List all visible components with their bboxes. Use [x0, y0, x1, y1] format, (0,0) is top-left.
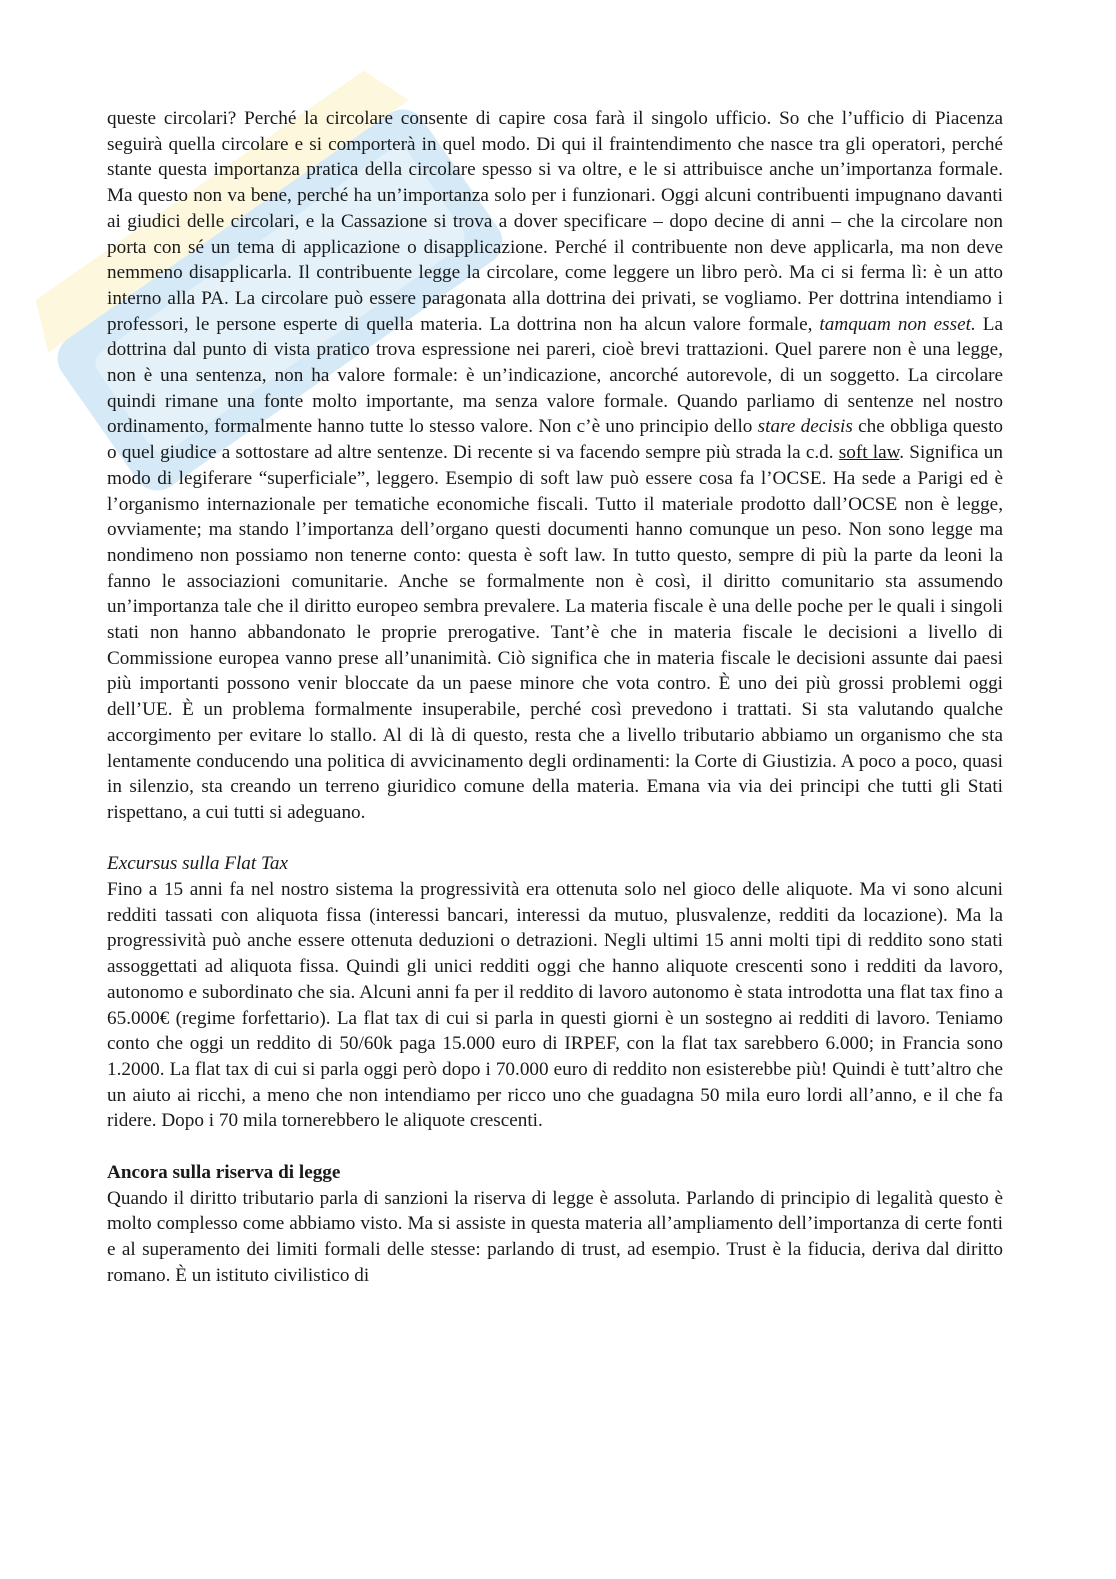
section-title-flat-tax: Excursus sulla Flat Tax [107, 853, 289, 875]
paragraph-riserva-di-legge: Quando il diritto tributario parla di sanzioni la riserva di legge è assoluta. Parlando di principio di legalità questo è molto complesso come abbiamo visto. Ma si assiste in questa materia all’ampliamento dell’importanza di certe fonti e al superamento dei limiti formali delle stesse: parlando di trust, ad esempio. Trust è la fiducia, deriva dal diritto romano. È un istituto civilistico di [107, 1187, 1003, 1286]
italic-term: stare decisis [757, 416, 853, 438]
section-title-riserva-di-legge: Ancora sulla riserva di legge [107, 1161, 341, 1183]
text-run: che obbliga questo o quel giudice a sottostare ad altre sentenze. Di recente si va facendo sempre più strada la c.d. [107, 416, 1004, 464]
paragraph-circolari [107, 106, 1003, 826]
document-page [107, 106, 1003, 1288]
text-run: La dottrina dal punto di vista pratico trova espressione nei pareri, cioè brevi trattazioni. Quel parere non è una legge, non è una sentenza, non ha valore formale: è un’indicazione, ancorché autorevole, di un soggetto. La circolare quindi rimane una fonte molto importante, ma senza valore formale. Quando parliamo di sentenze nel nostro ordinamento, formalmente hanno tutte lo stesso valore. Non c’è uno principio dello [107, 313, 1003, 438]
italic-term: tamquam non esset. [819, 313, 976, 335]
underlined-term: soft law [838, 442, 900, 464]
paragraph-flat-tax: Fino a 15 anni fa nel nostro sistema la progressività era ottenuta solo nel gioco delle aliquote. Ma vi sono alcuni redditi tassati con aliquota fissa (interessi bancari, interessi da mutuo, plusvalenze, redditi da locazione). Ma la progressività può anche essere ottenuta deduzioni o detrazioni. Negli ultimi 15 anni molti tipi di reddito sono stati assoggettati ad aliquota fissa. Quindi gli unici redditi oggi che hanno aliquote crescenti sono i redditi da lavoro, autonomo e subordinato che sia. Alcuni anni fa per il reddito di lavoro autonomo è stata introdotta una flat tax fino a 65.000€ (regime forfettario). La flat tax di cui si parla in questi giorni è un sostegno ai redditi di lavoro. Teniamo conto che oggi un reddito di 50/60k paga 15.000 euro di IRPEF, con la flat tax sarebbero 6.000; in Francia sono 1.2000. La flat tax di cui si parla oggi però dopo i 70.000 euro di reddito non esisterebbe più! Quindi è tutt’altro che un aiuto ai ricchi, a meno che non intendiamo per ricco uno che guadagna 50 mila euro lordi all’anno, e il che fa ridere. Dopo i 70 mila tornerebbero le aliquote crescenti. [107, 879, 1003, 1132]
text-run: queste circolari? Perché la circolare consente di capire cosa farà il singolo ufficio. So che l’ufficio di Piacenza seguirà quella circolare e si comporterà in quel modo. Di qui il fraintendimento che nasce tra gli operatori, perché stante questa importanza pratica della circolare spesso si va oltre, e le si attribuisce anche un’importanza formale. Ma questo non va bene, perché ha un’importanza solo per i funzionari. Oggi alcuni contribuenti impugnano davanti ai giudici delle circolari, e la Cassazione si trova a dover specificare – dopo decine di anni – che la circolare non porta con sé un tema di applicazione o disapplicazione. Perché il contribuente non deve applicarla, ma non deve nemmeno disapplicarla. Il contribuente legge la circolare, come leggere un libro però. Ma ci si ferma lì: è un atto interno alla PA. La circolare può essere paragonata alla dottrina dei privati, se vogliamo. Per dottrina intendiamo i professori, le persone esperte di quella materia. La dottrina non ha alcun valore formale, [107, 108, 1003, 335]
text-run: . Significa un modo di legiferare “superficiale”, leggero. Esempio di soft law può essere cosa fa l’OCSE. Ha sede a Parigi ed è l’organismo internazionale per tematiche economiche fiscali. Tutto il materiale prodotto dall’OCSE non è legge, ovviamente; ma stando l’importanza dell’organo questi documenti hanno comunque un peso. Non sono legge ma nondimeno non possiamo non tenerne conto: questa è soft law. In tutto questo, sempre di più la parte da leoni la fanno le associazioni comunitarie. Anche se formalmente non è così, il diritto comunitario sta assumendo un’importanza tale che il diritto europeo sembra prevalere. La materia fiscale è una delle poche per le quali i singoli stati non hanno abbandonato le proprie prerogative. Tant’è che in materia fiscale le decisioni a livello di Commissione europea vanno prese all’unanimità. Ciò significa che in materia fiscale le decisioni assunte dai paesi più importanti possono venir bloccate da un paese minore che vota contro. È uno dei più grossi problemi oggi dell’UE. È un problema formalmente insuperabile, perché così prevedono i trattati. Si sta valutando qualche accorgimento per evitare lo stallo. Al di là di questo, resta che a livello tributario abbiamo un organismo che sta lentamente conducendo una politica di avvicinamento degli ordinamenti: la Corte di Giustizia. A poco a poco, quasi in silenzio, sta creando un terreno giuridico comune della materia. Emana via via dei principi che tutti gli Stati rispettano, a cui tutti si adeguano. [107, 442, 1003, 823]
